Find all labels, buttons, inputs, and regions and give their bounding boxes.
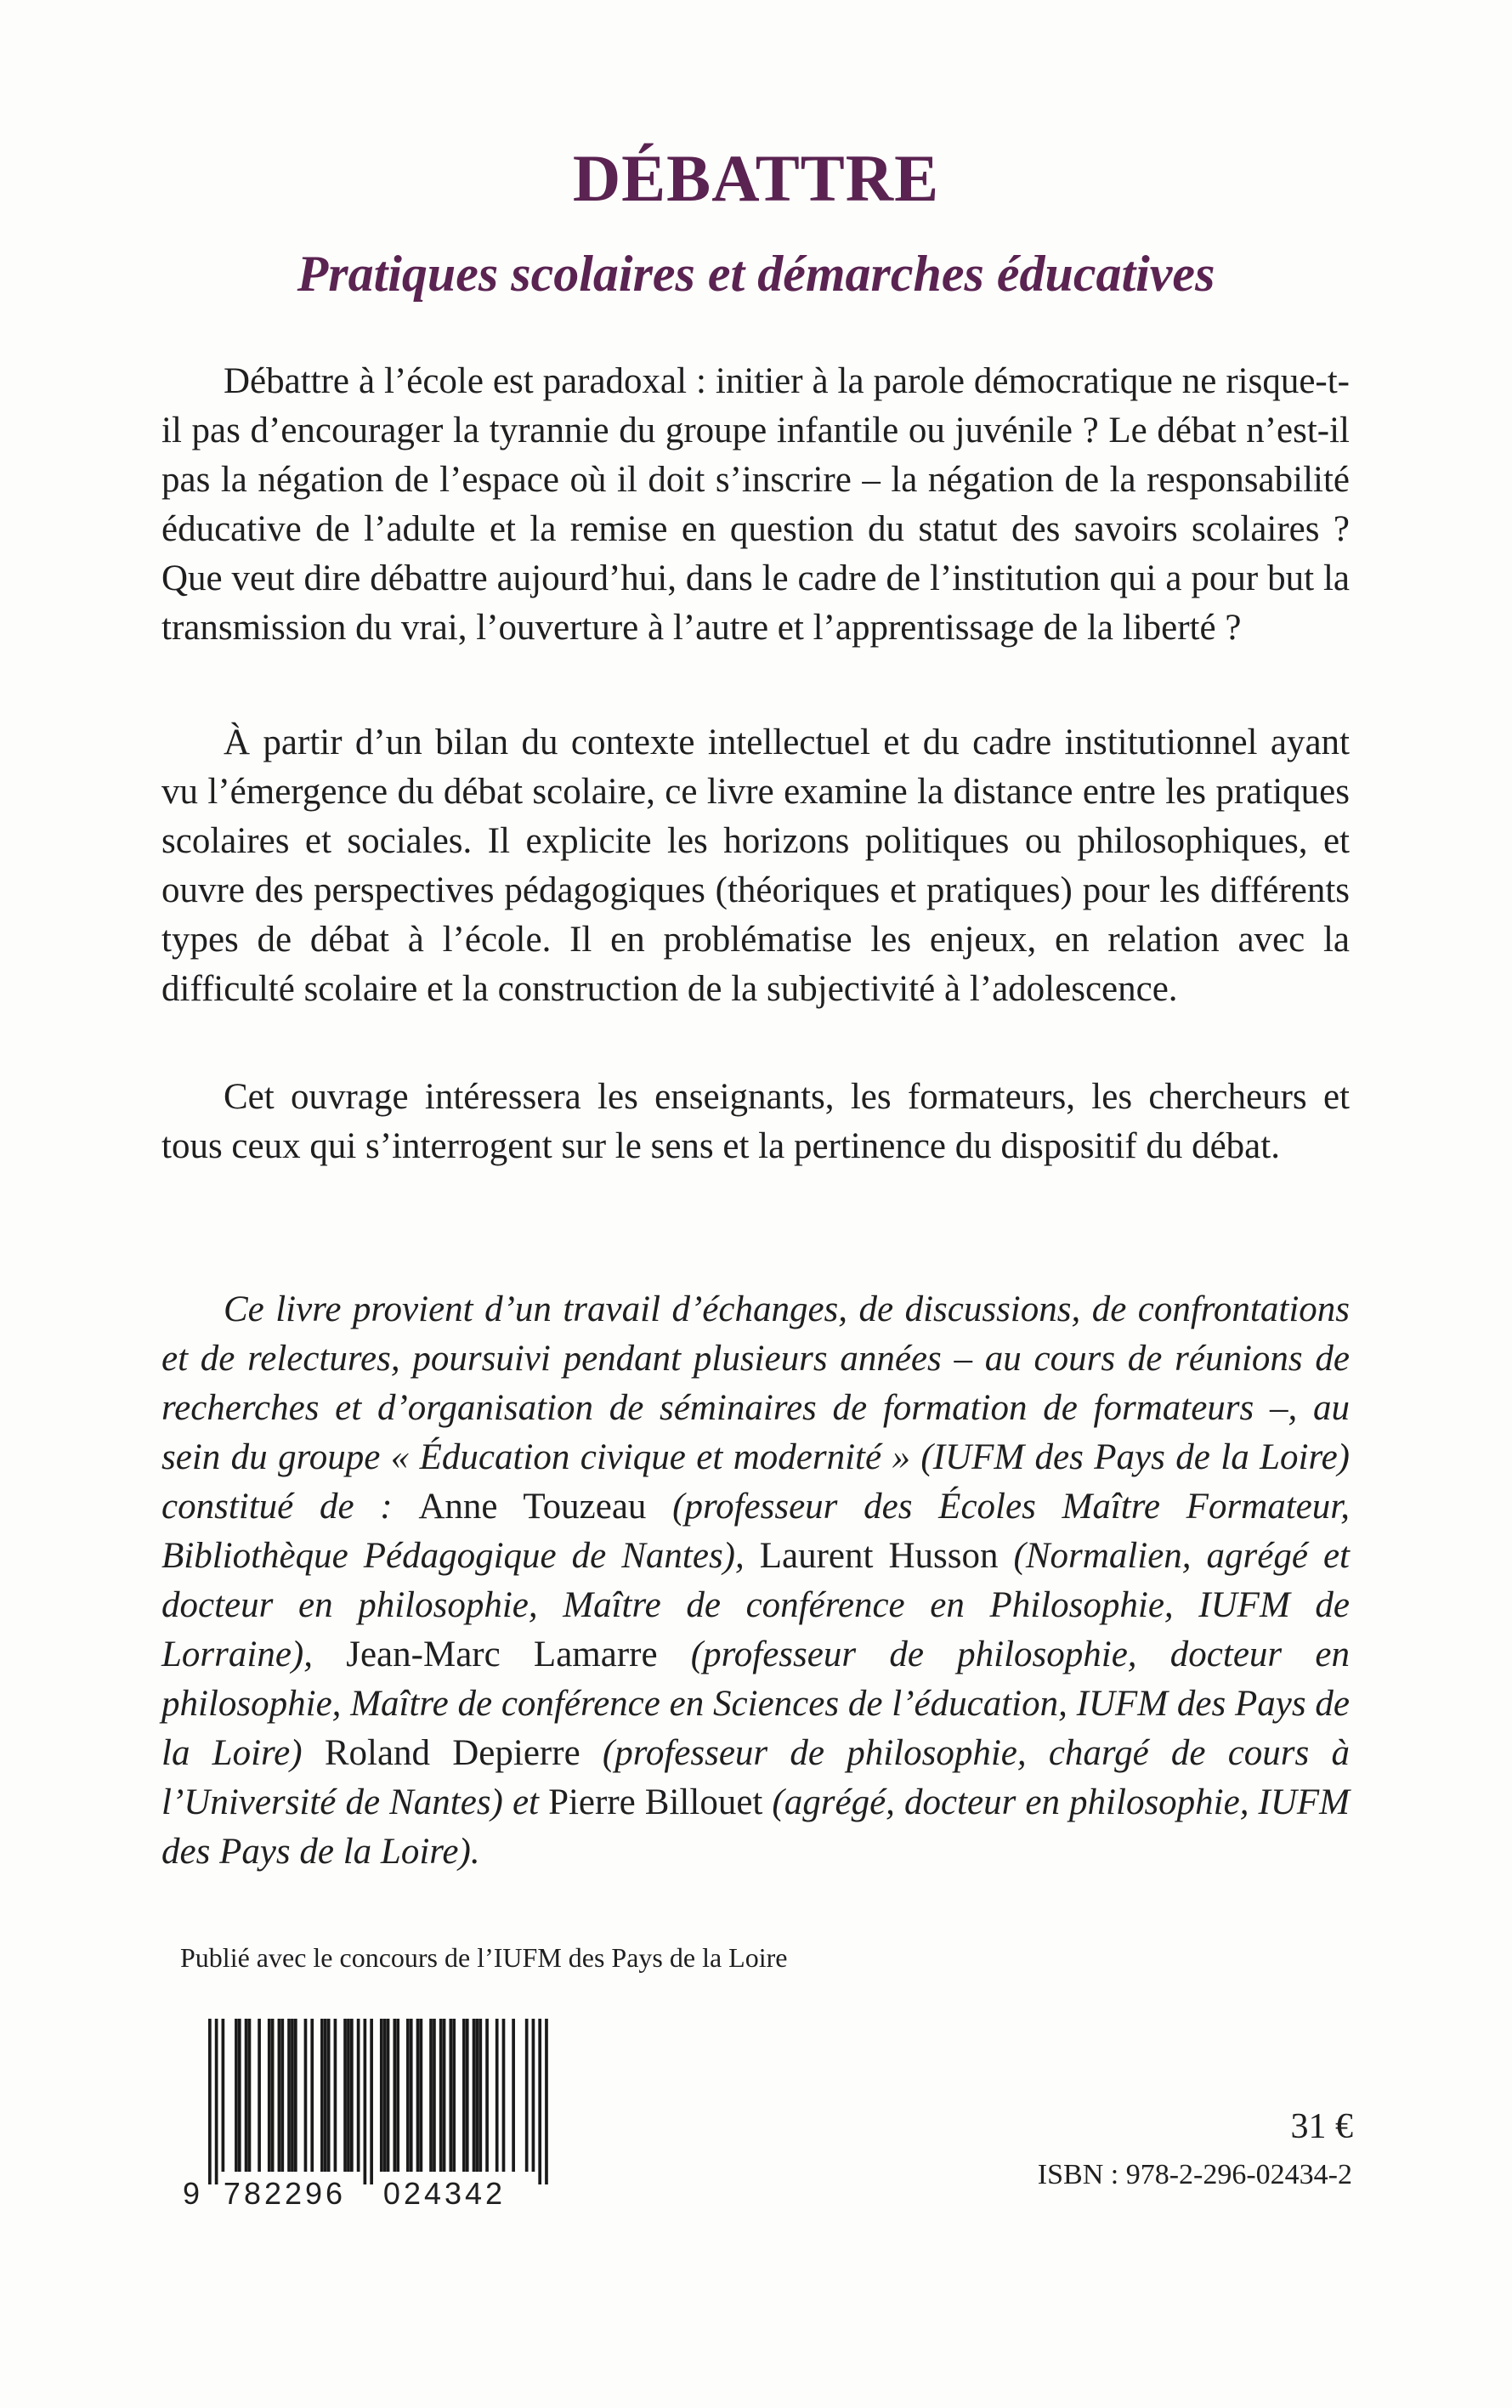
blurb-paragraph-3: Cet ouvrage intéressera les enseignants, les formateurs, les chercheurs et tous ceux qui s’interrogent sur le sens et la pertinence du dispositif du débat. [161,1077,1350,1166]
barcode-bars [208,2019,548,2184]
barcode-bar [393,2019,396,2172]
barcode-bar [450,2019,453,2172]
book-subtitle: Pratiques scolaires et démarches éducatives [297,246,1215,302]
barcode-bar [406,2019,410,2172]
barcode-bar [439,2019,443,2172]
barcode-lead-digit: 9 [183,2176,201,2210]
barcode-bar [208,2019,212,2184]
author-role: (professeur de philosophie, chargé de cours à l’Université de Nantes) et [161,1733,1350,1822]
barcode-bar [357,2019,360,2172]
barcode-bar [396,2019,399,2172]
barcode-bar [420,2019,423,2172]
barcode-bar [496,2019,499,2172]
barcode-bar [364,2019,367,2184]
author-name: Roland Depierre [324,1733,580,1773]
barcode-bar [452,2019,456,2172]
isbn-barcode [183,2019,548,2210]
blurb-paragraph-2: À partir d’un bilan du contexte intellectuel et du cadre institutionnel ayant vu l’émergence du débat scolaire, ce livre examine la distance entre les pratiques scolaires et sociales. Il explicite les horizons politiques ou philosophiques, et ouvre des perspectives pédagogiques (théoriques et pratiques) pour les différents types de débat à l’école. Il en problématise les enjeux, en relation avec la difficulté scolaire et la construction de la subjectivité à l’adolescence. [161,722,1350,1009]
barcode-right-digits: 024342 [382,2176,507,2210]
author-role: (professeur des Écoles Maître Formateur, Bibliothèque Pédagogique de Nantes), [161,1487,1350,1576]
isbn-label: ISBN : 978-2-296-02434-2 [1037,2159,1352,2190]
author-role: (agrégé, docteur en philosophie, IUFM des Pays de la Loire). [161,1782,1350,1872]
barcode-left-digits: 782296 [223,2176,347,2210]
barcode-bar [479,2019,482,2172]
barcode-bar [287,2019,291,2172]
barcode-bar [347,2019,350,2172]
author-role: (Normalien, agrégé et docteur en philosophie, Maître de conférence en Philosophie, IUFM de Lorraine), [161,1536,1351,1674]
author-name: Laurent Husson [759,1536,999,1576]
barcode-bar [334,2019,337,2172]
barcode-bar [476,2019,479,2172]
barcode-bar [235,2019,238,2172]
credits-paragraph [161,1285,1350,1877]
blurb-paragraph-1: Débattre à l’école est paradoxal : initier à la parole démocratique ne risque-t-il pas d’encourager la tyrannie du groupe infantile ou juvénile ? Le débat n’est-il pas la négation de l’espace où il doit s’inscrire – la négation de la responsabilité éducative de l’adulte et la remise en question du statut des savoirs scolaires ? Que veut dire débattre aujourd’hui, dans le cadre de l’institution qui a pour but la transmission du vrai, l’ouverture à l’autre et l’apprentissage de la liberté ? [161,361,1350,648]
credits-intro: Ce livre provient d’un travail d’échanges, de discussions, de confrontations et de relectures, poursuivi pendant plusieurs années – au cours de réunions de recherches et d’organisation de séminaires de formation de formateurs –, au sein du groupe « Éducation civique et modernité » (IUFM des Pays de la Loire) constitué de : [161,1289,1350,1527]
barcode-bar [485,2019,489,2172]
barcode-bar [429,2019,433,2172]
barcode-bar [383,2019,387,2172]
barcode-bar [215,2019,218,2184]
barcode-bar [512,2019,515,2172]
barcode-bar [320,2019,324,2172]
barcode-bar [466,2019,469,2172]
barcode-bar [502,2019,506,2172]
barcode-bar [291,2019,294,2172]
barcode-bar [387,2019,390,2172]
barcode-bar [258,2019,261,2172]
barcode-bar [545,2019,548,2184]
barcode-bar [532,2019,535,2172]
barcode-bar [238,2019,241,2172]
barcode-bar [410,2019,413,2172]
barcode-bar [324,2019,327,2172]
author-name: Pierre Billouet [548,1782,763,1822]
barcode-bar [222,2019,225,2172]
barcode-bar [310,2019,314,2172]
barcode-bar [525,2019,529,2172]
barcode-bar [268,2019,271,2172]
barcode-bar [380,2019,383,2172]
book-title: DÉBATTRE [572,141,940,215]
barcode-bar [416,2019,420,2172]
barcode-bar [271,2019,275,2172]
barcode-bar [433,2019,436,2172]
barcode-bar [370,2019,373,2184]
barcode-bar [327,2019,331,2172]
barcode-bar [278,2019,281,2172]
author-name: Anne Touzeau [418,1487,647,1527]
barcode-bar [343,2019,347,2172]
barcode-bar [304,2019,308,2172]
author-role: (professeur de philosophie, docteur en philosophie, Maître de conférence en Sciences de l’éducation, IUFM des Pays de la Loire) [161,1635,1350,1773]
publisher-note: Publié avec le concours de l’IUFM des Pays de la Loire [180,1942,788,1973]
author-name: Jean-Marc Lamarre [346,1635,658,1674]
barcode-bar [443,2019,446,2172]
barcode-bar [248,2019,252,2172]
barcode-bar [294,2019,297,2172]
barcode-bar [473,2019,476,2172]
barcode-bar [245,2019,248,2172]
barcode-bar [538,2019,541,2184]
barcode-bar [462,2019,466,2172]
barcode-bar [350,2019,354,2172]
barcode-bar [280,2019,284,2172]
price-label: 31 € [1290,2107,1353,2146]
